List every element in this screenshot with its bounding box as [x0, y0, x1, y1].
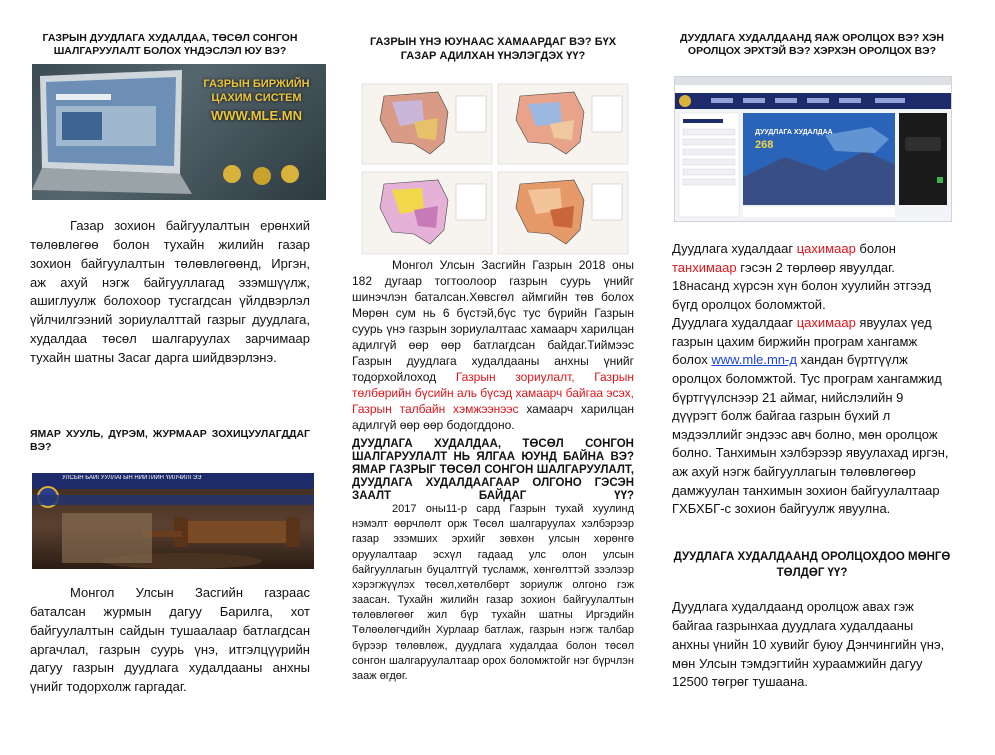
col2-para1-red-text: Газрын зориулалт, Газрын төлбөрийн бүсийн аль бүсэд хамаарч байгаа эсэх, Газрын талбайн хэмжээнээс — [352, 369, 634, 416]
col1-paragraph-1: Газар зохион байгуулалтын ерөнхий төлөвлөгөө болон тухайн жилийн газар зохион байгуулалтын төлөвлөгөөнд, Иргэн, аж ахуй нэгж байгууллагад эзэмшүүлж, ашиглуулж болохоор тусгагдсан үйлдвэрлэл үйлчилгээний зориулалттай газрыг дуудлага, худалдаа төсөл шалгаруулах зарчимаар тухайн шатны Засаг дарга шийдвэрлэнэ. — [30, 218, 310, 365]
banner-title: ДУУДЛАГА ХУДАЛДАА — [755, 129, 833, 136]
col3-heading-2: ДУУДЛАГА ХУДАЛДААНД ОРОЛЦОХДОО МӨНГӨ ТӨЛДӨГ ҮҮ? — [673, 551, 951, 579]
zone-map-1 — [362, 84, 492, 164]
col3-text-3: гэсэн 2 төрлөөр явуулдаг. 18насанд хүрсэн хүн болон хуулийн этгээд бүгд оролцох боломжтой. — [672, 259, 931, 312]
image-line1: ГАЗРЫН БИРЖИЙН — [203, 78, 310, 90]
zone-map-2 — [498, 84, 628, 164]
col2-paragraph-2: 2017 оны11-р сард Газрын тухай хуулинд нэмэлт өөрчлөлт орж Төсөл шалгаруулах хэлбэрээр газар эзэмших эрхийг зөвхөн улсын хөрөнгө оруулалтаар эсхүл гадаад улс олон улсын байгууллагын буцалтгүй тусламж, хөнгөлттэй зээлээр хэрэгжүүлэх төсөл,хөтөлбөрт зориулж олгоно гэж заасан. Тухайн жилийн газар зохион байгуулалтын төлөвлөгөөг жил бүр тухайн шатны Иргэдийн Төлөөлөгчдийн Хурлаар батлаж, газрын нэгж талбар бүрээр төлөвлөж, дуудлага худалдаа болон төсөл сонгон шалгаруулалтаар орох боломжтойг нэг бүрчлэн зааж өгдөг. — [352, 503, 634, 682]
col1-heading-2: ЯМАР ХУУЛЬ, ДҮРЭМ, ЖУРМААР ЗОХИЦУУЛАГДДАГ ВЭ? — [30, 428, 310, 454]
col3-red-online: цахимаар — [796, 241, 856, 256]
col2-title: ГАЗРЫН ҮНЭ ЮУНААС ХАМААРДАГ ВЭ? БҮХ ГАЗАР АДИЛХАН ҮНЭЛЭГДЭХ ҮҮ? — [369, 36, 617, 62]
gavel-illustration — [32, 473, 314, 569]
col3-red-online-2: цахимаар — [796, 315, 856, 331]
col3-title: ДУУДЛАГА ХУДАЛДААНД ЯАЖ ОРОЛЦОХ ВЭ? ХЭН ОРОЛЦОХ ЭРХТЭЙ ВЭ? ХЭРХЭН ОРОЛЦОХ ВЭ? — [680, 32, 944, 58]
col3-text-6: хандан бүртгүүлж оролцох боломжтой. Тус програм хангамжид бүртгүүлснээр 21 аймаг, нийслэлийн 9 дүүрэгт болж байгаа газрын бүхий л мэдээллийг эндээс авч болно, мөн оролцож болно. Танхимын хэлбэрээр явуулахад иргэн, аж ахуй нэгж байгууллагын төлөвлөгөөр дамжуулан танхимын зохион байгуулалтаар ГХБХБГ-с зохион байгуулж явуулна. — [672, 352, 949, 517]
col3-text-4: Дуудлага худалдааг — [672, 315, 797, 331]
zone-map-4 — [498, 172, 628, 254]
banner-count: 268 — [755, 139, 774, 151]
image-url: WWW.MLE.MN — [211, 107, 302, 123]
col1-paragraph-2: Монгол Улсын Засгийн газраас баталсан журмын дагуу Барилга, хот байгуулалтын сайдын тушаалаар батлагдсан аргачлал, газрын суурь үнэ, итгэлцүүрийн дагуу газрын дуудлага худалдааны анхны үнийг тодорхолж гаргадаг. — [30, 585, 310, 695]
zone-map-3 — [362, 172, 492, 254]
gavel-image-header: УЛСЫН БАЙГУУЛЛАГЫН НИЙТИЙН ҮЙЛЧИЛГЭЭ — [62, 475, 202, 481]
col2-paragraph-1 — [352, 258, 634, 433]
col3-text-1: Дуудлага худалдааг — [672, 241, 797, 256]
mle-link[interactable]: www.mle.mn-д — [711, 352, 797, 368]
col3-paragraph-2: Дуудлага худалдаанд оролцож авах гэж байгаа газрынхаа дуудлага худалдааны анхны үнийн 10 хувийг буюу Дэнчингийн үнэ, мөн Улсын тэмдэгтийн хураамжийн дагуу 12500 төгрөг тушаана. — [672, 599, 945, 690]
col1-title: ГАЗРЫН ДУУДЛАГА ХУДАЛДАА, ТӨСӨЛ СОНГОН ШАЛГАРУУЛАЛТ БОЛОХ ҮНДЭСЛЭЛ ЮУ ВЭ? — [42, 32, 298, 58]
col3-red-hall: танхимаар — [672, 259, 737, 275]
col2-para1-text-b: хамаарч харилцан адилгүй өөр өөр бодогддоно. — [352, 401, 634, 432]
zone-maps-image — [352, 82, 634, 257]
col3-text-5: явуулах үед газрын цахим биржийн програм хангамж болох — [672, 315, 932, 368]
laptop-website-image — [32, 64, 326, 200]
gavel-website-image — [32, 473, 314, 569]
image-line2: ЦАХИМ СИСТЕМ — [211, 91, 302, 104]
col3-paragraph-1 — [672, 240, 952, 519]
website-illustration — [675, 77, 951, 221]
col2-para1-text-a: Монгол Улсын Засгийн Газрын 2018 оны 182 дугаар тогтоолоор газрын суурь үнийг шинэчлэн баталсан.Хөвсгөл аймгийн төв болох Мөрөн сум нь 6 бүстэй,бүс тус бүрийн Газрын суурь үнэ газрын зориулалтаас хамаарч харилцан адилгүй өөр өөр батлагдсан байдаг.Тиймээс Газрын дуудлага худалдааны анхны үнийг тодорхойлоход — [352, 258, 634, 384]
mle-website-screenshot — [674, 76, 952, 222]
col2-heading-2: ДУУДЛАГА ХУДАЛДАА, ТӨСӨЛ СОНГОН ШАЛГАРУУЛАЛТ НЬ ЯЛГАА ЮУНД БАЙНА ВЭ? ЯМАР ГАЗРЫГ ТӨСӨЛ СОНГОН ШАЛГАРУУЛАЛТ, ДУУДЛАГА ХУДАЛДААГААР ОЛГОНО ГЭСЭН ЗААЛТ БАЙДАГ ҮҮ? — [352, 438, 634, 502]
col3-text-2: болон — [855, 241, 896, 256]
